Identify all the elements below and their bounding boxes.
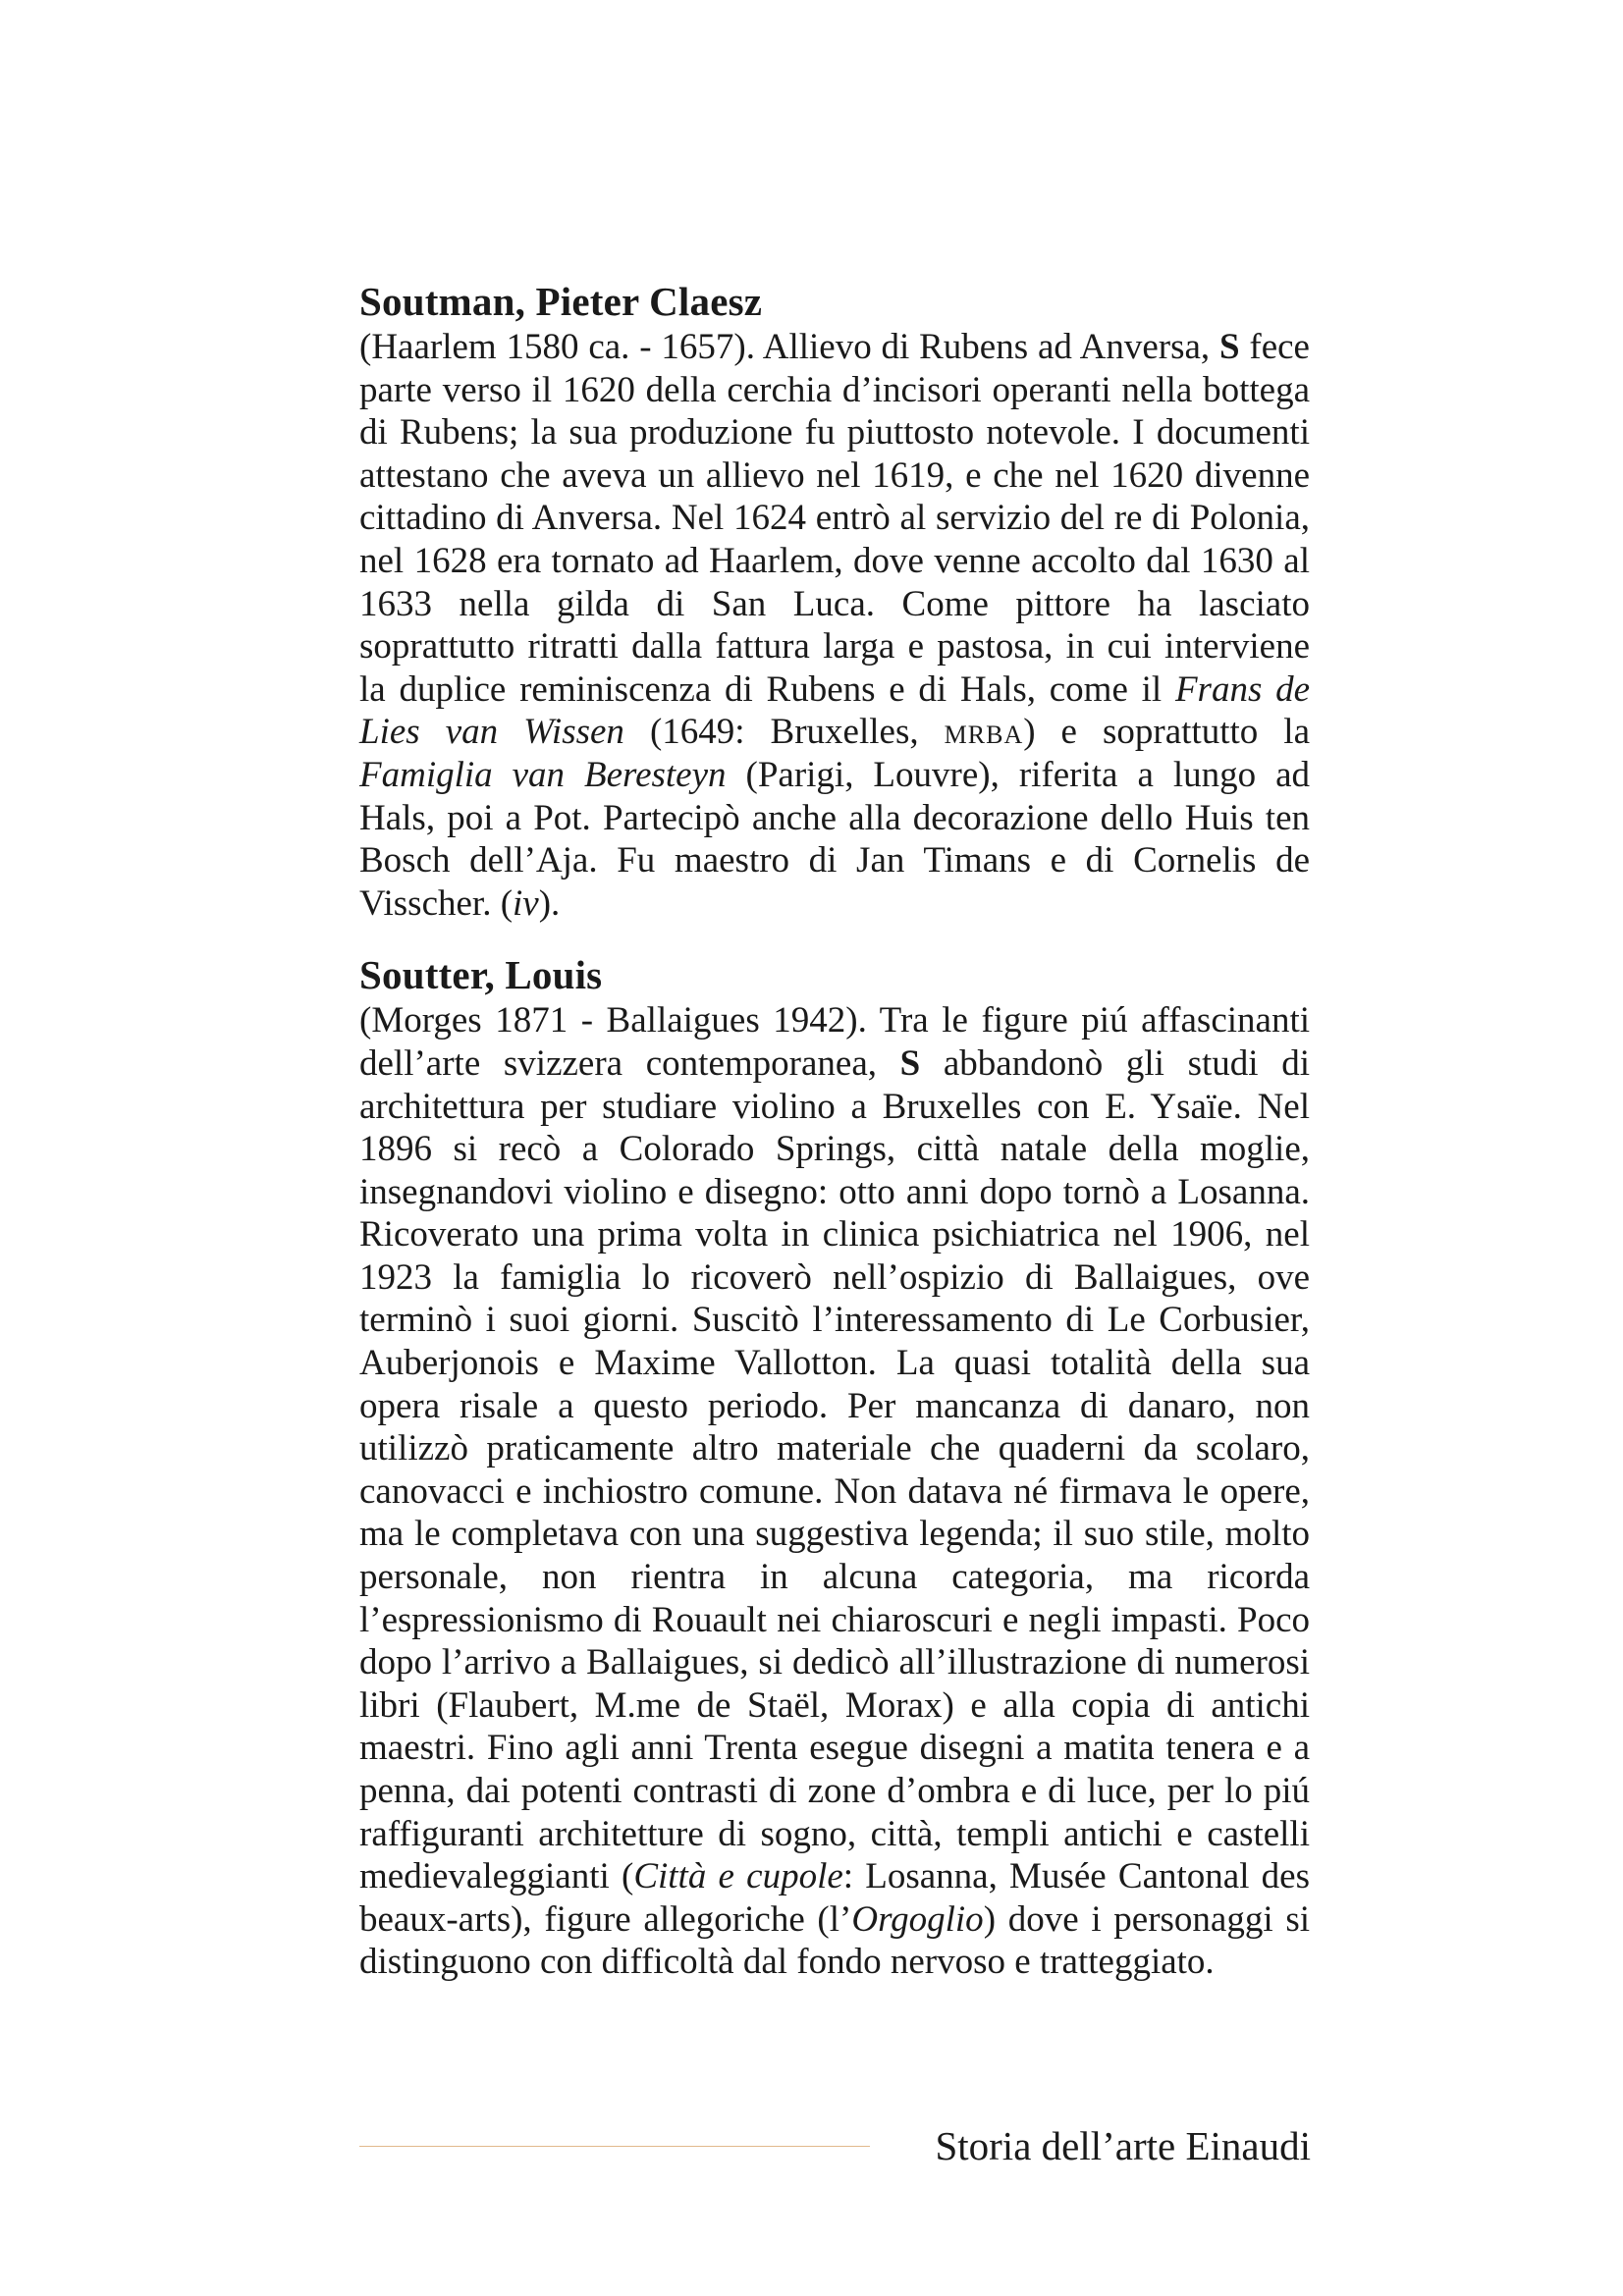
body-text: (Haarlem 1580 ca. - 1657). Allievo di Rubens ad Anversa, bbox=[359, 327, 1219, 367]
museum-abbrev: mrba bbox=[944, 712, 1024, 753]
italic-title: iv bbox=[513, 882, 539, 924]
body-text: ). bbox=[538, 882, 561, 924]
body-text: : Losanna, Musée Cantonal des beaux-arts), figure allegoriche (l’ bbox=[359, 1856, 1310, 1940]
page-content bbox=[359, 277, 1310, 1984]
body-text: ) dove i personaggi si distinguono con difficoltà dal fondo nervoso e tratteggiato. bbox=[359, 1898, 1311, 1983]
footer-label: Storia dell’arte Einaudi bbox=[935, 2123, 1311, 2168]
entry-soutman bbox=[359, 277, 1310, 925]
body-text: (Morges 1871 - Ballaigues 1942). Tra le figure piú affascinanti dell’arte svizzera contemporanea, bbox=[359, 1000, 1310, 1084]
body-text: (1649: Bruxelles, bbox=[623, 712, 945, 753]
italic-title: Frans de Lies van Wissen bbox=[359, 668, 1311, 753]
entry-title: Soutter, Louis bbox=[359, 952, 603, 998]
body-text: abbandonò gli studi di architettura per studiare violino a Bruxelles con E. Ysaïe. Nel 1896 si recò a Colorado Springs, città natale della moglie, insegnandovi violino e disegno: otto anni dopo tornò a Losanna. Ricoverato una prima volta in clinica psichiatrica nel 1906, nel 1923 la famiglia lo ricoverò nell’ospizio di Ballaigues, ove terminò i suoi giorni. Suscitò l’interessamento di Le Corbusier, Auberjonois e Maxime Vallotton. La quasi totalità della sua opera risale a questo periodo. Per mancanza di danaro, non utilizzò praticamente altro materiale che quaderni da scolaro, canovacci e inchiostro comune. Non datava né firmava le opere, ma le completava con una suggestiva legenda; il suo stile, molto personale, non rientra in alcuna categoria, ma ricorda l’espressionismo di Rouault nei chiaroscuri e negli impasti. Poco dopo l’arrivo a Ballaigues, si dedicò all’illustrazione di numerosi libri (Flaubert, M.me de Staël, Morax) e alla copia di antichi maestri. Fino agli anni Trenta esegue disegni a matita tenera e a penna, dai potenti contrasti di zone d’ombra e di luce, per lo piú raffiguranti architetture di sogno, città, templi antichi e castelli medievaleggianti ( bbox=[359, 1042, 1310, 1897]
entry-body bbox=[359, 999, 1310, 1984]
body-text: (Parigi, Louvre), riferita a lungo ad Hals, poi a Pot. Partecipò anche alla decorazione dello Huis ten Bosch dell’Aja. Fu maestro di Jan Timans e di Cornelis de Visscher. ( bbox=[359, 754, 1311, 924]
entry-soutter bbox=[359, 950, 1310, 1984]
subject-abbrev: S bbox=[899, 1042, 921, 1084]
body-text: fece parte verso il 1620 della cerchia d’incisori operanti nella bottega di Rubens; la sua produzione fu piuttosto notevole. I documenti attestano che aveva un allievo nel 1619, e che nel 1620 divenne cittadino di Anversa. Nel 1624 entrò al servizio del re di Polonia, nel 1628 era tornato ad Haarlem, dove venne accolto dal 1630 al 1633 nella gilda di San Luca. Come pittore ha lasciato soprattutto ritratti dalla fattura larga e pastosa, in cui interviene la duplice reminiscenza di Rubens e di Hals, come il bbox=[359, 327, 1310, 710]
body-text: ) e soprattutto la bbox=[1023, 712, 1310, 753]
entry-body bbox=[359, 326, 1310, 925]
footer-rule bbox=[359, 2146, 870, 2147]
italic-title: Città e cupole bbox=[633, 1856, 843, 1897]
subject-abbrev: S bbox=[1219, 327, 1240, 367]
entry-title: Soutman, Pieter Claesz bbox=[359, 279, 763, 324]
italic-title: Famiglia van Beresteyn bbox=[359, 754, 727, 795]
italic-title: Orgoglio bbox=[851, 1898, 984, 1940]
